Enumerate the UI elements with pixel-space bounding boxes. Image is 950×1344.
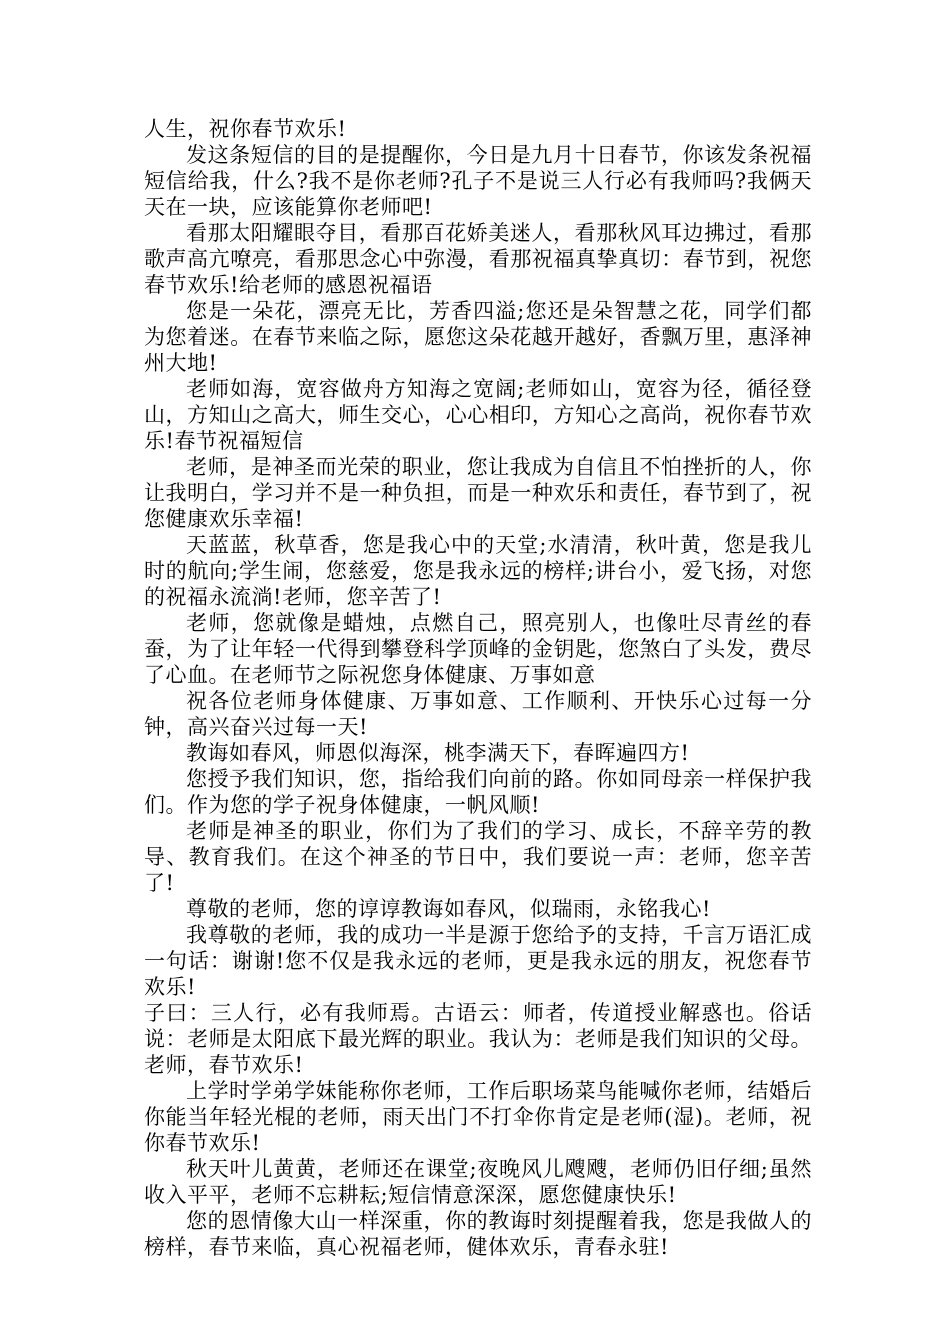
paragraph: 子曰：三人行，必有我师焉。古语云：师者，传道授业解惑也。俗话说：老师是太阳底下最光辉的职业。我认为：老师是我们知识的父母。老师，春节欢乐!: [144, 1001, 812, 1077]
paragraph: 尊敬的老师，您的谆谆教诲如春风，似瑞雨，永铭我心!: [186, 897, 711, 921]
paragraph: 上学时学弟学妹能称你老师，工作后职场菜鸟能喊你老师，结婚后你能当年轻光棍的老师，雨天出门不打伞你肯定是老师(湿)。老师，祝你春节欢乐!: [144, 1079, 812, 1155]
paragraph: 老师，是神圣而光荣的职业，您让我成为自信且不怕挫折的人，你让我明白，学习并不是一种负担，而是一种欢乐和责任，春节到了，祝您健康欢乐幸福!: [144, 455, 812, 531]
document-body: [144, 116, 812, 1260]
paragraph: 老师，您就像是蜡烛，点燃自己，照亮别人，也像吐尽青丝的春蚕，为了让年轻一代得到攀登科学顶峰的金钥匙，您煞白了头发，费尽了心血。在老师节之际祝您身体健康、万事如意: [144, 611, 812, 687]
paragraph: 发这条短信的目的是提醒你，今日是九月十日春节，你该发条祝福短信给我，什么?我不是你老师?孔子不是说三人行必有我师吗?我俩天天在一块，应该能算你老师吧!: [144, 143, 812, 219]
paragraph: 您授予我们知识，您，指给我们向前的路。你如同母亲一样保护我们。作为您的学子祝身体健康，一帆风顺!: [144, 767, 812, 817]
paragraph: 祝各位老师身体健康、万事如意、工作顺利、开快乐心过每一分钟，高兴奋兴过每一天!: [144, 689, 812, 739]
paragraph: 老师如海，宽容做舟方知海之宽阔;老师如山，宽容为径，循径登山，方知山之高大，师生交心，心心相印，方知心之高尚，祝你春节欢乐!春节祝福短信: [144, 377, 812, 453]
paragraph: 老师是神圣的职业，你们为了我们的学习、成长，不辞辛劳的教导、教育我们。在这个神圣的节日中，我们要说一声：老师，您辛苦了!: [144, 819, 812, 895]
paragraph: 秋天叶儿黄黄，老师还在课堂;夜晚风儿飕飕，老师仍旧仔细;虽然收入平平，老师不忘耕耘;短信情意深深，愿您健康快乐!: [144, 1157, 812, 1207]
paragraph: 您的恩情像大山一样深重，你的教诲时刻提醒着我，您是我做人的榜样，春节来临，真心祝福老师，健体欢乐，青春永驻!: [144, 1209, 812, 1259]
paragraph-continuation: 人生，祝你春节欢乐!: [144, 117, 347, 141]
paragraph: 教诲如春风，师恩似海深，桃李满天下，春晖遍四方!: [186, 741, 690, 765]
paragraph: 看那太阳耀眼夺目，看那百花娇美迷人，看那秋风耳边拂过，看那歌声高亢嘹亮，看那思念心中弥漫，看那祝福真挚真切：春节到，祝您春节欢乐!给老师的感恩祝福语: [144, 221, 812, 297]
paragraph: 天蓝蓝，秋草香，您是我心中的天堂;水清清，秋叶黄，您是我儿时的航向;学生闹，您慈爱，您是我永远的榜样;讲台小，爱飞扬，对您的祝福永流淌!老师，您辛苦了!: [144, 533, 812, 609]
paragraph: 我尊敬的老师，我的成功一半是源于您给予的支持，千言万语汇成一句话：谢谢!您不仅是我永远的老师，更是我永远的朋友，祝您春节欢乐!: [144, 923, 812, 999]
paragraph: 您是一朵花，漂亮无比，芳香四溢;您还是朵智慧之花，同学们都为您着迷。在春节来临之际，愿您这朵花越开越好，香飘万里，惠泽神州大地!: [144, 299, 812, 375]
